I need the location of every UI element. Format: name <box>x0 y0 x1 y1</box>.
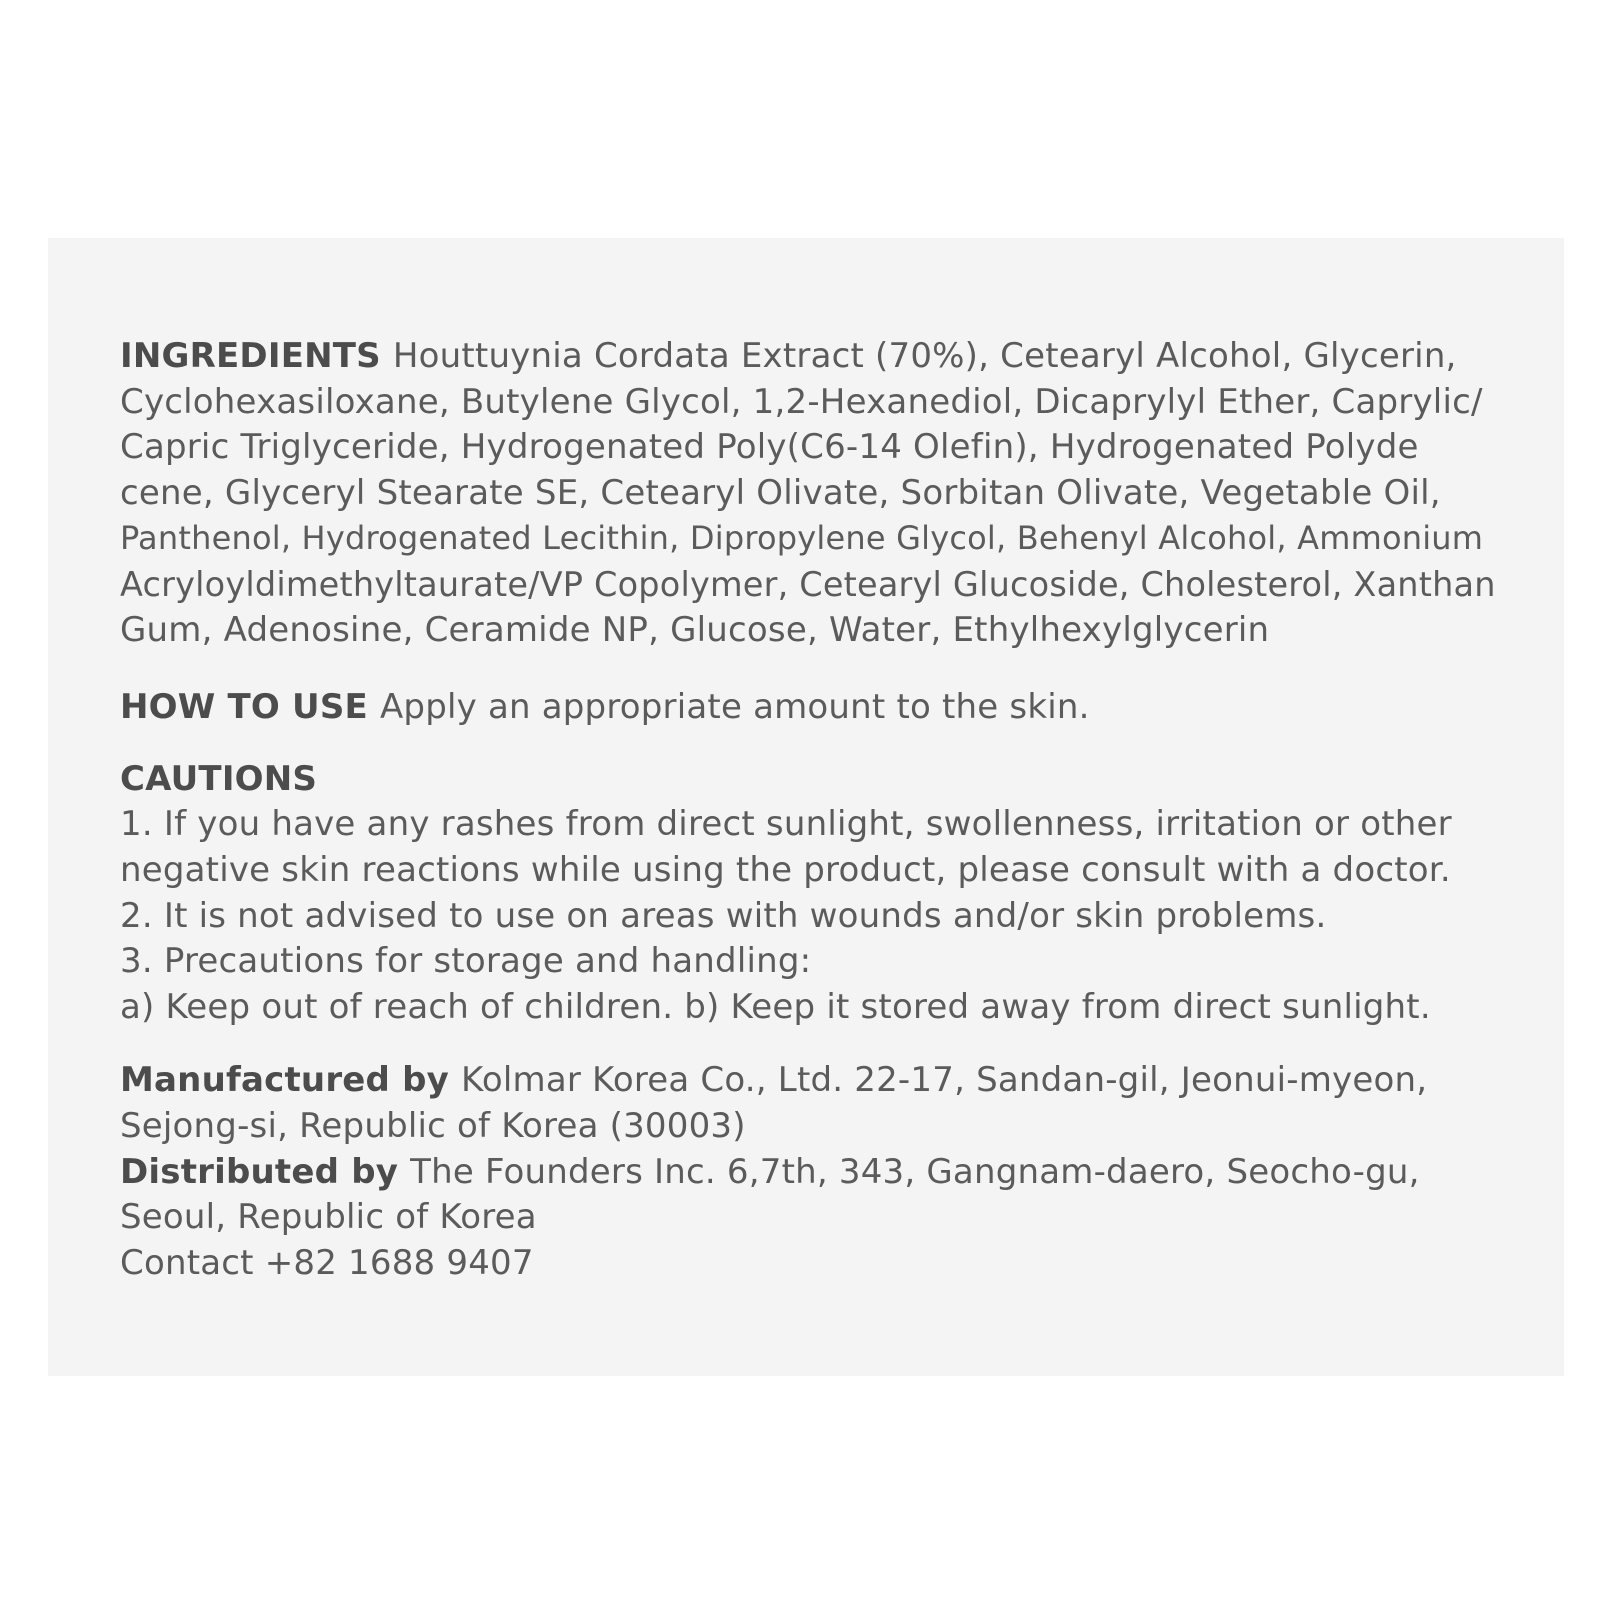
how-to-use-heading: HOW TO USE <box>120 687 368 728</box>
cautions-heading: CAUTIONS <box>120 758 318 799</box>
caution-line-5: a) Keep out of reach of children. b) Keep it stored away from direct sunlight. <box>120 986 1431 1027</box>
section-spacer <box>120 653 1500 685</box>
distributor-line-1 <box>120 1150 1500 1196</box>
caution-line-3: 2. It is not advised to use on areas with wounds and/or skin problems. <box>120 895 1327 936</box>
ingredients-line-3: Capric Triglyceride, Hydrogenated Poly(C6-14 Olefin), Hydrogenated Polyde <box>120 427 1419 468</box>
distributor-address: The Founders Inc. 6,7th, 343, Gangnam-daero, Seocho-gu, <box>410 1151 1420 1192</box>
manufacturer-line-2: Sejong-si, Republic of Korea (30003) <box>120 1105 746 1146</box>
distributor-heading: Distributed by <box>120 1151 399 1192</box>
section-spacer <box>120 1030 1500 1058</box>
how-to-use-line <box>120 685 1500 731</box>
ingredients-line-4: cene, Glyceryl Stearate SE, Cetearyl Olivate, Sorbitan Olivate, Vegetable Oil, <box>120 472 1441 513</box>
caution-line-1: 1. If you have any rashes from direct sunlight, swollenness, irritation or other <box>120 804 1452 845</box>
distributor-line-2: Seoul, Republic of Korea <box>120 1197 537 1238</box>
ingredients-line-1 <box>120 334 1500 380</box>
label-panel <box>48 238 1564 1376</box>
manufacturer-heading: Manufactured by <box>120 1060 450 1101</box>
caution-line-2: negative skin reactions while using the product, please consult with a doctor. <box>120 849 1451 890</box>
how-to-use-text: Apply an appropriate amount to the skin. <box>379 687 1090 728</box>
section-spacer <box>120 731 1500 757</box>
label-text-block <box>120 334 1500 1286</box>
caution-line-4: 3. Precautions for storage and handling: <box>120 941 812 982</box>
ingredients-heading: INGREDIENTS <box>120 336 381 376</box>
ingredients-text: Houttuynia Cordata Extract (70%), Cetearyl Alcohol, Glycerin, <box>392 336 1457 376</box>
ingredients-line-6: Acryloyldimethyltaurate/VP Copolymer, Cetearyl Glucoside, Cholesterol, Xanthan <box>120 564 1496 604</box>
ingredients-line-7: Gum, Adenosine, Ceramide NP, Glucose, Water, Ethylhexylglycerin <box>120 609 1270 650</box>
ingredients-line-2: Cyclohexasiloxane, Butylene Glycol, 1,2-Hexanediol, Dicaprylyl Ether, Caprylic/ <box>120 381 1483 422</box>
manufacturer-address: Kolmar Korea Co., Ltd. 22-17, Sandan-gil, Jeonui-myeon, <box>461 1060 1428 1101</box>
contact-line: Contact +82 1688 9407 <box>120 1242 534 1283</box>
manufacturer-line-1 <box>120 1058 1500 1104</box>
ingredients-line-5: Panthenol, Hydrogenated Lecithin, Dipropylene Glycol, Behenyl Alcohol, Ammonium <box>120 519 1484 558</box>
